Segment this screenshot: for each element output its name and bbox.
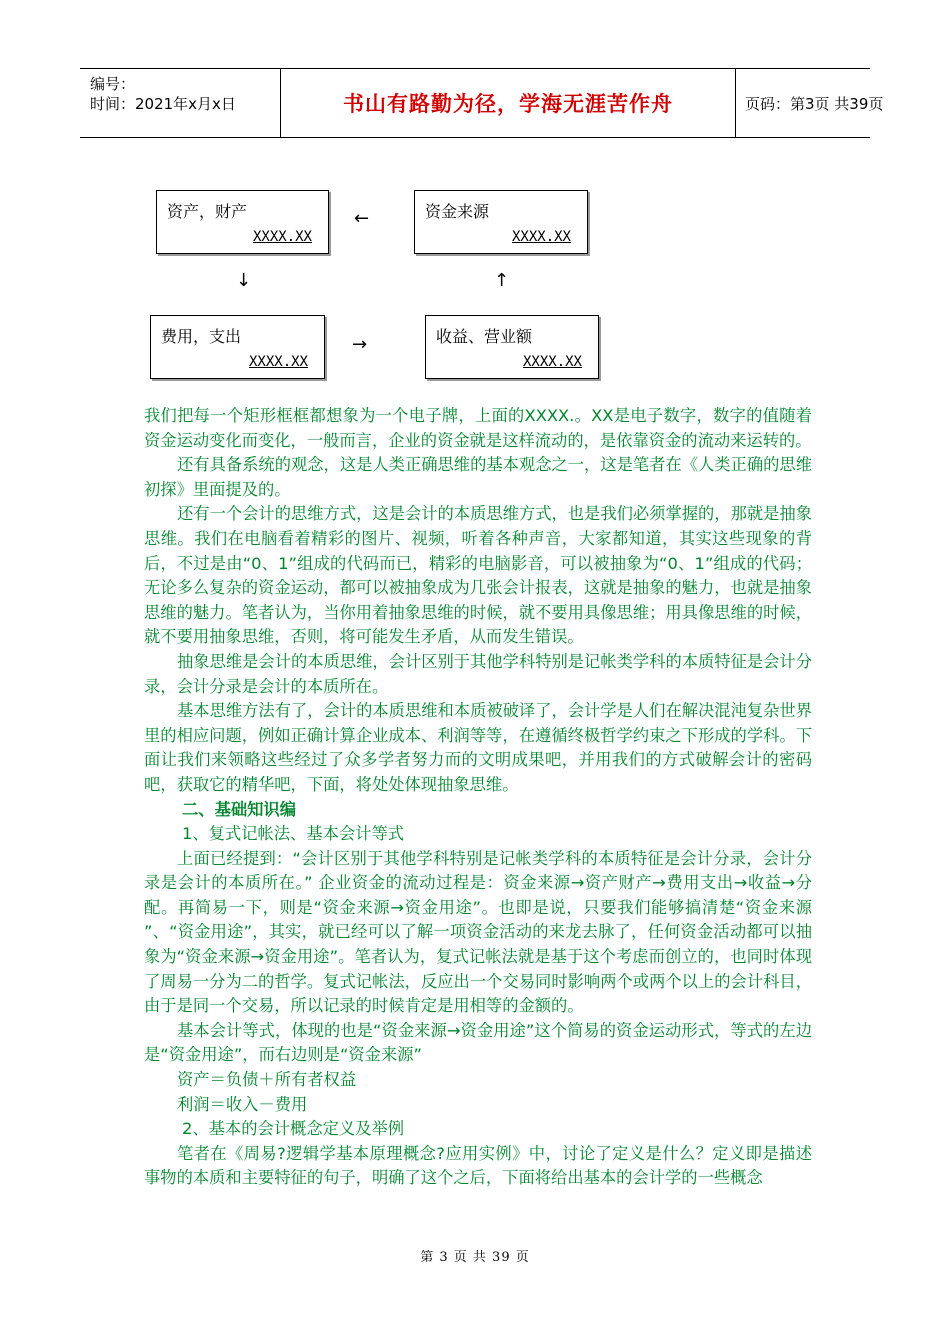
diagram-box-title: 收益、营业额 [436, 327, 533, 346]
diagram-box-value: XXXX.XX [252, 229, 312, 245]
header-motto-cell [280, 69, 736, 137]
body-text [144, 404, 812, 1191]
header-motto: 书山有路勤为径，学海无涯苦作舟 [343, 91, 673, 116]
document-number-label: 编号： [90, 75, 136, 93]
diagram-box-value: XXXX.XX [522, 354, 582, 370]
diagram-box-title: 资金来源 [425, 202, 490, 221]
paragraph: 笔者在《周易?逻辑学基本原理概念?应用实例》中，讨论了定义是什么？定义即是描述事物的本质和主要特征的句子，明确了这个之后，下面将给出基本的会计学的一些概念 [144, 1143, 812, 1188]
diagram-box-value: XXXX.XX [511, 229, 571, 245]
section-heading: 二、基础知识编 [182, 799, 296, 819]
equation: 利润＝收入－费用 [177, 1094, 308, 1114]
paragraph: 上面已经提到：“会计区别于其他学科特别是记帐类学科的本质特征是会计分录，会计分录是会计的本质所在。” 企业资金的流动过程是：资金来源→资产财产→费用支出→收益→分配。再简易一下，则是“资金来源→资金用途”。也即是说，只要我们能够搞清楚“资金来源 ”、“资金用途”，其实，就已经可以了解一项资金活动的来龙去脉了，任何资金活动都可以抽象为“资金来源→资金用途”。笔者认为，复式记帐法就是基于这个考虑而创立的，也同时体现了周易一分为二的哲学。复式记帐法，反应出一个交易同时影响两个或两个以上的会计科目，由于是同一个交易，所以记录的时候肯定是用相等的金额的。 [144, 848, 812, 1016]
arrow-right-icon: → [352, 334, 368, 355]
arrow-left-icon: ← [354, 208, 370, 229]
header-page-info: 页码：第3页 共39页 [745, 94, 884, 113]
header-page-cell [735, 69, 884, 137]
diagram-box-title: 费用，支出 [161, 327, 242, 346]
diagram-box-fund-source [414, 190, 588, 254]
diagram-box-title: 资产，财产 [167, 202, 248, 221]
subsection-heading: 1、复式记帐法、基本会计等式 [182, 824, 405, 844]
diagram-box-value: XXXX.XX [248, 354, 308, 370]
header-meta-cell [80, 69, 280, 137]
arrow-up-icon: ↑ [494, 270, 510, 291]
paragraph: 基本思维方法有了，会计的本质思维和本质被破译了，会计学是人们在解决混沌复杂世界里的相应问题，例如正确计算企业成本、利润等等，在遵循终极哲学约束之下形成的学科。下面让我们来领略这些经过了众多学者努力而的文明成果吧，并用我们的方式破解会计的密码吧，获取它的精华吧，下面，将处处体现抽象思维。 [144, 701, 812, 794]
document-date: 时间：2021年x月x日 [90, 95, 236, 113]
equation: 资产＝负债＋所有者权益 [177, 1070, 357, 1090]
page-footer: 第 3 页 共 39 页 [420, 1250, 530, 1265]
paragraph: 基本会计等式，体现的也是“资金来源→资金用途”这个简易的资金运动形式，等式的左边是“资金用途”，而右边则是“资金来源” [144, 1020, 812, 1065]
paragraph: 还有具备系统的观念，这是人类正确思维的基本观念之一，这是笔者在《人类正确的思维初探》里面提及的。 [144, 455, 812, 499]
paragraph: 我们把每一个矩形框框都想象为一个电子牌，上面的XXXX.。XX是电子数字，数字的值随着资金运动变化而变化，一般而言，企业的资金就是这样流动的，是依靠资金的流动来运转的。 [144, 406, 812, 450]
paragraph: 还有一个会计的思维方式，这是会计的本质思维方式，也是我们必须掌握的，那就是抽象思维。我们在电脑看着精彩的图片、视频，听着各种声音，大家都知道，其实这些现象的背后，不过是由“0、1”组成的代码而已，精彩的电脑影音，可以被抽象为“0、1”组成的代码；无论多么复杂的资金运动，都可以被抽象成为几张会计报表，这就是抽象的魅力，也就是抽象思维的魅力。笔者认为，当你用着抽象思维的时候，就不要用具像思维；用具像思维的时候，就不要用抽象思维，否则，将可能发生矛盾，从而发生错误。 [144, 504, 812, 647]
diagram-box-expenses [150, 315, 325, 379]
paragraph: 抽象思维是会计的本质思维，会计区别于其他学科特别是记帐类学科的本质特征是会计分录，会计分录是会计的本质所在。 [144, 651, 812, 696]
page-header [80, 68, 884, 138]
arrow-down-icon: ↓ [236, 270, 252, 291]
diagram-box-revenue [425, 315, 599, 379]
diagram-box-assets [156, 190, 329, 254]
subsection-heading: 2、基本的会计概念定义及举例 [182, 1119, 405, 1139]
